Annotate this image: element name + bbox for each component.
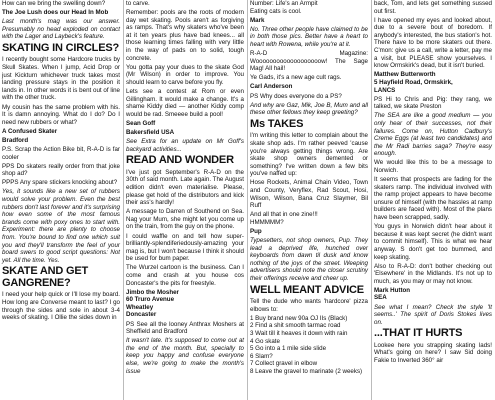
letter-text: I need your help quick or I'll lose my board. How long are Converse meant to last? I go through the sides and sole in about 3-4 weeks of skating. I Ollie the sides down in bbox=[2, 291, 120, 322]
letter-location: Doncaster bbox=[126, 311, 157, 319]
list-item: 5 Go into a 1 mile side slide bbox=[250, 345, 327, 353]
letter-signature: Mark bbox=[250, 16, 265, 24]
letter-signature: Jimbo the Mosher bbox=[126, 288, 179, 296]
editor-reply: Last month's mag was our answer. Presumably no head exploded on contact with the Lager and Laybeck's feature. bbox=[2, 18, 120, 41]
letter-text: Number: Life's an Armpit bbox=[250, 0, 318, 7]
letter-location: Bakersfield USA bbox=[126, 129, 175, 136]
column-divider bbox=[247, 0, 248, 400]
letter-signature: Pup bbox=[250, 227, 262, 235]
editor-reply: It wasn't late. It's supposed to come out at the end of the month. But, specially to keep you happy and confuse everyone else, we're going to make the month's issue bbox=[126, 337, 244, 375]
letter-headline: SKATING IN CIRCLES? bbox=[2, 41, 119, 54]
letter-text: I'm writing this letter to complain about the skate shop ads. I'm rather peeved 'cause you're always getting things wrong. Are skate shop owners demented or something? I've written down a few bits you've naffed up: bbox=[250, 132, 368, 178]
letter-signature: Mark Hutton bbox=[374, 286, 411, 294]
editor-reply: No. Three other people have claimed to be in both those pics. Better have a heart to heart with Rowena, while you're at it. bbox=[250, 25, 368, 48]
letter-address: Wheatley bbox=[126, 303, 154, 311]
letter-text: We would like this to be a message to Norwich. bbox=[374, 159, 492, 174]
list-item: 4 Go skate bbox=[250, 337, 280, 345]
letter-text: Tell the dude who wants 'hardcore' pizza elbows to: bbox=[250, 298, 368, 313]
letter-signature: A Confused Skater bbox=[2, 127, 58, 135]
letter-postscript: PPPS Any spare stickers knocking about? bbox=[2, 179, 118, 187]
column-2 bbox=[126, 0, 244, 377]
editor-reply: Typesetters, not shop owners, Pup. They lead a deprived life, hunched over keyboards from dawn til dusk and know nothing of the joys of the street. Weeping advertisers should note the closer scrutiny their offerings receive and cheer up. bbox=[250, 237, 368, 282]
letter-address: 60 Truro Avenue bbox=[126, 296, 175, 304]
editor-reply: The SEA are like a good medium — you only hear of their successes, not their failures. Come on, Hutton Cadbury's Creme Eggs (at least two candidates) and the Mr Radi barries saga? They're easy enough. bbox=[374, 112, 492, 158]
editor-reply: See what I mean? Check the style 'It seems..' The spirit of Doris Stokes lives on. bbox=[374, 303, 492, 326]
letter-headline: SKATE AND GET GANGRENE? bbox=[2, 265, 89, 289]
letter-headline: Ms TAKES bbox=[250, 117, 304, 130]
list-item: 1 Buy brand new 90a OJ IIs (Black) bbox=[250, 314, 348, 322]
letter-text: It seems that prospects are fading for the skaters ramp. The individual involved with the ramp project appears to have become unsure of himself (with the hassles at ramp builders are faced with). Most of the plans have been scrapped, sadly. bbox=[374, 176, 492, 222]
letter-text: HMMMMM? bbox=[250, 218, 284, 226]
letter-postscript: PS Hi to Chris and Pig: they rang, we talked, we skate Preston bbox=[374, 95, 492, 111]
letter-postscript: P.S. Scrap the Action Bike bit, R-A-D is far cooler bbox=[2, 146, 120, 161]
column-3 bbox=[250, 0, 368, 376]
editor-reply: Yes, it sounds like a new set of rubbers would solve your problem. Even the best rubbers don't last forever and it's surprising how even some of the most famous brands come with poxy ones to start with. Experiment: there are plenty to choose from. You're bound to find one which suit you and they'll transform the feel of your board swers to good script questions: Not yet. All the time. Yes. bbox=[2, 188, 120, 264]
letter-text: Lets see a contest at Rom or even Gillingham. It would make a change. It's a shame Kiddy died — another Kiddy comp would be rad. Smeeee build a pool! bbox=[126, 88, 244, 118]
letter-postscript: PS Why does everyone do a PS? bbox=[250, 92, 342, 100]
letter-text: to carve. bbox=[126, 0, 150, 7]
list-item: 3 Wait till it heaves it down with rain bbox=[250, 329, 348, 337]
letter-headline: ...THAT IT HURTS bbox=[374, 327, 463, 340]
letter-text: R-A-D Magazine: Wooooooooooooooooooow! The Sage Mag! All hail! bbox=[250, 50, 368, 73]
list-item: 6 Slam? bbox=[250, 352, 273, 360]
letter-text: back, Tom, and lets get something sussed out first. bbox=[374, 0, 492, 15]
letter-location: Bradford bbox=[2, 136, 29, 144]
letter-headline: READ AND WONDER bbox=[126, 154, 234, 167]
letter-text: I've just got September's R-A-D on the 30th of said month. Late again. The August edition didn't even materialise. Please, please get hold of the distributors and kick their ass's hardly! bbox=[126, 168, 244, 207]
letter-postscript: PPS Do skaters really order from that joke shop ad? bbox=[2, 162, 120, 178]
letter-postscript: PS See all the looney Anthrax Moshers at Sheffield and Bradford bbox=[126, 320, 244, 336]
letter-signature: The Joe Lush does our Head In Mob bbox=[2, 9, 109, 17]
column-1 bbox=[2, 0, 120, 323]
letter-text: You gotta pay your dues to the skate God (Mr Wilson) in order to improve. You should learn to carve before you fly. bbox=[126, 63, 244, 86]
column-divider bbox=[123, 0, 124, 400]
list-item: 7 Collect gravel in elbow bbox=[250, 360, 318, 368]
letter-text: I have opened my eyes and looked about, due to a severe bout of boredom. If anybody's interested, the bus station's hot. There have to be more skaters out there. C'mon: give us a call, write a letter, pay me a visit, but PLEASE show yourselves. I know Ormskirk's dead, but it isn't buried. bbox=[374, 16, 492, 70]
letter-text: Lookee here you strapping skating lads! What's going on here? I saw Sid doing Fakie to Inverted 360° air bbox=[374, 341, 492, 365]
letter-address: 5 Hayfield Road, Ormskirk, bbox=[374, 78, 453, 86]
editor-reply: See Extra for an update on Mr Goff's backyard activities... bbox=[126, 138, 244, 153]
letter-text: I recently bought some Hardcore trucks by Skull Skates. When I jump, Acid Drop or just Kickturn whichever truck takes most landing pressure stays in the position it lands in. In other words it is bent out of line with the other truck. bbox=[2, 56, 120, 102]
list-item: 8 Leave the gravel to marinate (2 weeks) bbox=[250, 367, 363, 375]
letter-text: Ye Gads, it's a new age cult rags. bbox=[250, 74, 342, 82]
letter-text: The Wurzel cartoon is the business. Can I come and crash at you house cos Doncaster's the pits for freestyle. bbox=[126, 264, 244, 287]
letter-text: Eating cats is cool. bbox=[250, 7, 302, 15]
letter-signature: Sean Goff bbox=[126, 119, 156, 127]
letter-text: And all that in one zine!!! bbox=[250, 211, 318, 219]
letter-headline: WELL MEANT ADVICE bbox=[250, 283, 364, 296]
column-4 bbox=[374, 0, 492, 366]
letter-text: A message to Darren of Southend on Sea. Nag your Mum, she might let you come up on the train, from the guy on the phone. bbox=[126, 208, 244, 231]
letter-text: Remember: pools are the roots of modern day wet skating. Pools aren't as forgiving as ramps. That's why skaters who've been at it ten years plus have bad knees... all those learning times falling with very little in the way of pads on to solid, tough concrete. bbox=[126, 9, 244, 62]
letter-signature: Carl Anderson bbox=[250, 83, 293, 91]
letter-location: LANCS bbox=[374, 86, 396, 94]
letter-text: I could waffle on and tell how super-brilliantly-splendiferiedously-amazing your mag is, but I won't because I think it should be used for bum paper. bbox=[126, 232, 244, 263]
letter-signature: Matthew Butterworth bbox=[374, 71, 436, 79]
editor-reply: And why are Gaz, Mik, Joe B, Mum and all these other fellows they keep greeting? bbox=[250, 101, 368, 117]
list-item: 2 Find a shit smooth tarmac road bbox=[250, 322, 341, 330]
letter-text: Hose Rockets, Animal Chain Video, Town and County, Veryflex, Rad Scout, Hosi, Wilson, Wilson, Bana Cruz Slaymer, Bil Ruff bbox=[250, 179, 368, 210]
column-divider bbox=[371, 0, 372, 400]
letter-text: You guys in Norwich didn't hear about it because it was kept secret (he didn't want to commit himself). This is what we hear anyway. S don't get too bummed, and keep skating. bbox=[374, 223, 492, 261]
letter-text: My cousin has the same problem with his. It is damn annoying. What do I do? Do I need new rubbers or what? bbox=[2, 103, 120, 126]
letter-location: SEA bbox=[374, 294, 387, 302]
letter-text: How can we bring the swelling down? bbox=[2, 0, 106, 7]
letter-text: Also to R-A-D: don't bother checking out 'Elsewhere' in the Midlands. It's not up to much, as you may or may not know. bbox=[374, 262, 492, 285]
